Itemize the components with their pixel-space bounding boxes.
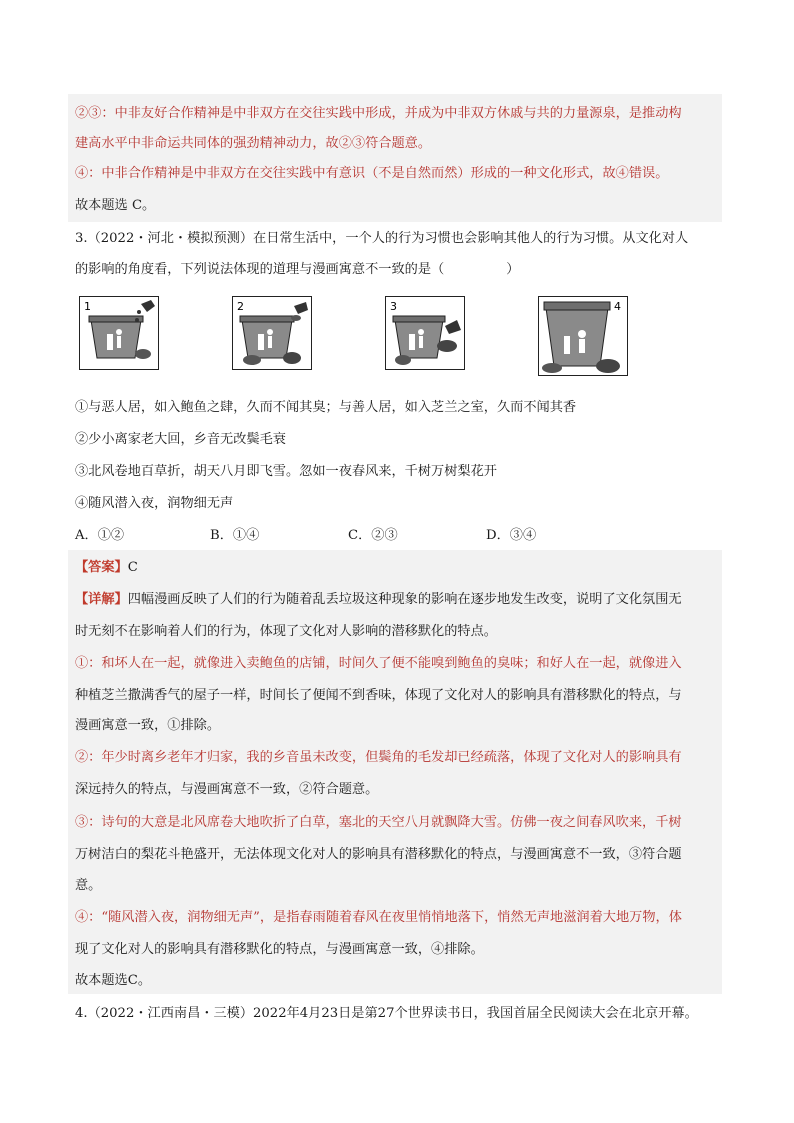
question-3-close-paren: ） — [506, 262, 520, 277]
question-3-stem-cont — [75, 260, 519, 280]
cartoon-number: 1 — [84, 300, 91, 313]
statement-1: ①与恶人居，如入鲍鱼之肆，久而不闻其臭；与善人居，如入芝兰之室，久而不闻其香 — [75, 400, 577, 415]
cartoon-number: 2 — [237, 300, 244, 313]
cartoon-panel-1 — [79, 296, 159, 370]
option-b: B．①④ — [210, 528, 260, 543]
detail-text: 四幅漫画反映了人们的行为随着乱丢垃圾这种现象的影响在逐步地发生改变，说明了文化氛围无 — [127, 592, 682, 607]
question-3-stem-text: 的影响的角度看，下列说法体现的道理与漫画寓意不一致的是（ — [75, 262, 445, 277]
cartoon-number: 3 — [390, 300, 397, 313]
conclusion-line: 故本题选 C。 — [75, 198, 156, 213]
cartoon-panel-4 — [538, 296, 628, 376]
option-a: A．①② — [75, 528, 125, 543]
detail-point-3: 意。 — [75, 878, 102, 893]
detail-point-1: 种植芝兰撒满香气的屋子一样，时间长了便闻不到香味，体现了文化对人的影响具有潜移默化的特点，与 — [75, 688, 682, 703]
explanation-line: ④：中非合作精神是中非双方在交往实践中有意识（不是自然而然）形成的一种文化形式，故④错误。 — [75, 166, 669, 181]
option-c: C．②③ — [348, 528, 398, 543]
answer-line — [75, 558, 138, 578]
explanation-line: ②③：中非友好合作精神是中非双方在交往实践中形成，并成为中非双方休戚与共的力量源泉，是推动构 — [75, 106, 682, 121]
detail-line: 时无刻不在影响着人们的行为，体现了文化对人影响的潜移默化的特点。 — [75, 624, 497, 639]
cartoon-panel-3 — [385, 296, 465, 370]
detail-point-3: 万树洁白的梨花斗艳盛开，无法体现文化对人的影响具有潜移默化的特点，与漫画寓意不一致，③符合题 — [75, 847, 682, 862]
detail-point-1: 漫画寓意一致，①排除。 — [75, 718, 221, 733]
detail-line — [75, 590, 682, 610]
explanation-line: 建高水平中非命运共同体的强劲精神动力，故②③符合题意。 — [75, 136, 432, 151]
statement-2: ②少小离家老大回，乡音无改鬓毛衰 — [75, 432, 286, 447]
question-4-stem: 4.（2022・江西南昌・三模）2022年4月23日是第27个世界读书日，我国首届全民阅读大会在北京开幕。 — [75, 1006, 698, 1021]
detail-conclusion: 故本题选C。 — [75, 973, 152, 988]
answer-value: C — [127, 560, 138, 575]
cartoon-number: 4 — [614, 300, 621, 313]
detail-point-4: ④：“随风潜入夜，润物细无声”，是指春雨随着春风在夜里悄悄地落下，悄然无声地滋润着大地万物，体 — [75, 910, 682, 925]
detail-point-1: ①：和坏人在一起，就像进入卖鲍鱼的店铺，时间久了便不能嗅到鲍鱼的臭味；和好人在一起，就像进入 — [75, 656, 682, 671]
option-d: D．③④ — [486, 528, 537, 543]
cartoon-panel-2 — [232, 296, 312, 370]
detail-point-2: 深远持久的特点，与漫画寓意不一致，②符合题意。 — [75, 782, 379, 797]
detail-point-2: ②：年少时离乡老年才归家，我的乡音虽未改变，但鬓角的毛发却已经疏落，体现了文化对人的影响具有 — [75, 750, 682, 765]
detail-point-3: ③：诗句的大意是北风席卷大地吹折了白草，塞北的天空八月就飘降大雪。仿佛一夜之间春风吹来，千树 — [75, 815, 682, 830]
detail-label: 【详解】 — [75, 592, 128, 607]
question-3-stem: 3.（2022・河北・模拟预测）在日常生活中，一个人的行为习惯也会影响其他人的行为习惯。从文化对人 — [75, 231, 689, 246]
detail-point-4: 现了文化对人的影响具有潜移默化的特点，与漫画寓意一致，④排除。 — [75, 942, 484, 957]
statement-4: ④随风潜入夜，润物细无声 — [75, 496, 234, 511]
answer-label: 【答案】 — [75, 560, 128, 575]
statement-3: ③北风卷地百草折，胡天八月即飞雪。忽如一夜春风来，千树万树梨花开 — [75, 464, 497, 479]
